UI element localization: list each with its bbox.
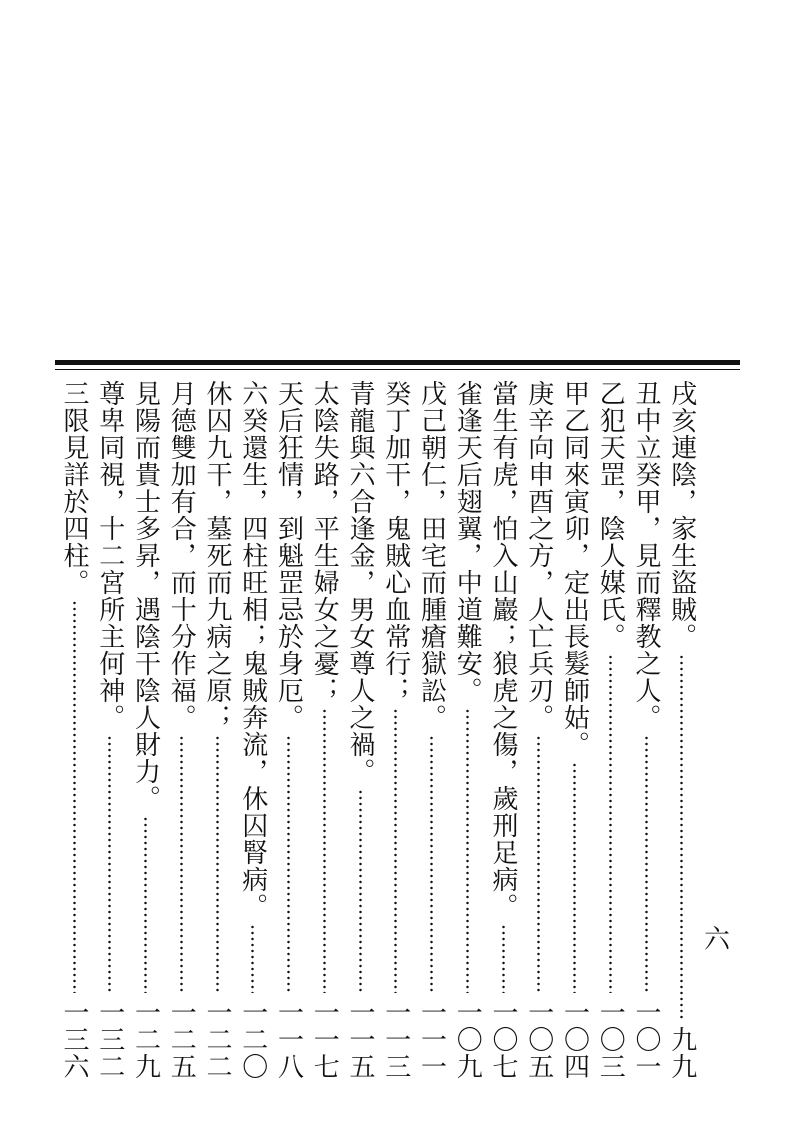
toc-entry[interactable] xyxy=(344,380,376,1080)
toc-entry[interactable] xyxy=(594,380,626,1080)
toc-dot-leader xyxy=(108,735,111,993)
toc-entry-page: 一三二 xyxy=(94,999,125,1080)
toc-entry-page: 一〇九 xyxy=(452,999,483,1080)
toc-entry-title: 戊己朝仁，田宅而腫瘡獄訟。 xyxy=(416,380,447,731)
toc-entry-page: 一一一 xyxy=(416,999,447,1080)
toc-entry-title: 天后狂情，到魁罡忌於身厄。 xyxy=(273,380,304,731)
toc-entry-page: 一〇五 xyxy=(523,999,554,1080)
toc-entry-page: 一三六 xyxy=(59,999,89,1080)
toc-entry[interactable] xyxy=(273,380,305,1080)
toc-entry[interactable] xyxy=(380,380,412,1080)
header-rule-thin xyxy=(55,369,740,370)
toc-entry[interactable] xyxy=(94,380,126,1080)
toc-entry-title: 庚辛向申酉之方，人亡兵刃。 xyxy=(523,380,554,731)
toc-entry-title: 甲乙同來寅卯，定出長髮師姑。 xyxy=(559,380,590,758)
toc-entry[interactable] xyxy=(523,380,555,1080)
toc-entry-title: 戌亥連陰，家生盜賊。 xyxy=(666,380,697,650)
toc-entry-title: 乙犯天罡，陰人媒氏。 xyxy=(595,380,626,650)
toc-entry-page: 一二二 xyxy=(202,999,232,1080)
page-number: 六 xyxy=(703,925,730,955)
toc-entry-title: 太陰失路，平生婦女之憂； xyxy=(309,380,340,704)
toc-entry-page: 一一三 xyxy=(380,999,411,1080)
toc-dot-leader xyxy=(430,735,433,993)
toc-dot-leader xyxy=(502,924,505,993)
toc-dot-leader xyxy=(287,735,290,993)
toc-entry-page: 一〇七 xyxy=(488,999,518,1080)
toc-entry-title: 當生有虎，怕入山巖；狼虎之傷，歲刑足病。 xyxy=(488,380,518,920)
toc-dot-leader xyxy=(680,654,683,1020)
toc-entry[interactable] xyxy=(487,380,519,1080)
toc-dot-leader xyxy=(466,708,469,993)
toc-dot-leader xyxy=(180,735,183,993)
toc-dot-leader xyxy=(144,816,147,993)
toc-entry-title: 青龍與六合逢金，男女尊人之禍。 xyxy=(345,380,375,785)
toc-entry-title: 休囚九干，墓死而九病之原； xyxy=(202,380,232,731)
toc-entry-title: 月德雙加有合，而十分作福。 xyxy=(166,380,197,731)
toc-dot-leader xyxy=(609,654,612,993)
toc-entry-title: 雀逢天后翅翼，中道難安。 xyxy=(452,380,483,704)
toc-dot-leader xyxy=(359,789,362,993)
toc-entry-page: 一〇四 xyxy=(559,999,590,1080)
toc-entry[interactable] xyxy=(58,380,90,1080)
toc-dot-leader xyxy=(645,735,648,993)
toc-entry-page: 一〇一 xyxy=(631,999,661,1080)
toc-entry[interactable] xyxy=(451,380,483,1080)
toc-entry[interactable] xyxy=(630,380,662,1080)
table-of-contents xyxy=(58,380,698,1080)
toc-entry-title: 三限見詳於四柱。 xyxy=(59,380,89,596)
toc-entry-page: 一一五 xyxy=(345,999,375,1080)
toc-dot-leader xyxy=(216,735,219,993)
toc-entry[interactable] xyxy=(237,380,269,1080)
toc-dot-leader xyxy=(73,600,76,993)
toc-dot-leader xyxy=(251,924,254,993)
toc-entry-page: 一二〇 xyxy=(237,999,268,1080)
toc-entry[interactable] xyxy=(416,380,448,1080)
toc-entry-page: 九九 xyxy=(666,1026,697,1080)
toc-entry-title: 六癸還生，四柱旺相；鬼賊奔流，休囚腎病。 xyxy=(237,380,268,920)
toc-entry-page: 一二五 xyxy=(166,999,197,1080)
toc-entry-page: 一〇三 xyxy=(595,999,626,1080)
toc-entry-page: 一二九 xyxy=(130,999,161,1080)
toc-dot-leader xyxy=(573,762,576,993)
toc-entry[interactable] xyxy=(165,380,197,1080)
toc-dot-leader xyxy=(323,708,326,993)
toc-entry[interactable] xyxy=(559,380,591,1080)
toc-dot-leader xyxy=(394,708,397,993)
toc-entry[interactable] xyxy=(666,380,698,1080)
toc-entry[interactable] xyxy=(130,380,162,1080)
toc-entry[interactable] xyxy=(201,380,233,1080)
toc-entry-title: 丑中立癸甲，見而釋教之人。 xyxy=(631,380,661,731)
toc-entry-title: 見陽而貴士多昇，遇陰干陰人財力。 xyxy=(130,380,161,812)
toc-dot-leader xyxy=(537,735,540,993)
header-rule-thick xyxy=(55,360,740,365)
toc-entry-title: 癸丁加干，鬼賊心血常行； xyxy=(380,380,411,704)
toc-entry[interactable] xyxy=(308,380,340,1080)
toc-entry-page: 一一七 xyxy=(309,999,340,1080)
toc-entry-title: 尊卑同視，十二宮所主何神。 xyxy=(94,380,125,731)
toc-entry-page: 一一八 xyxy=(273,999,304,1080)
